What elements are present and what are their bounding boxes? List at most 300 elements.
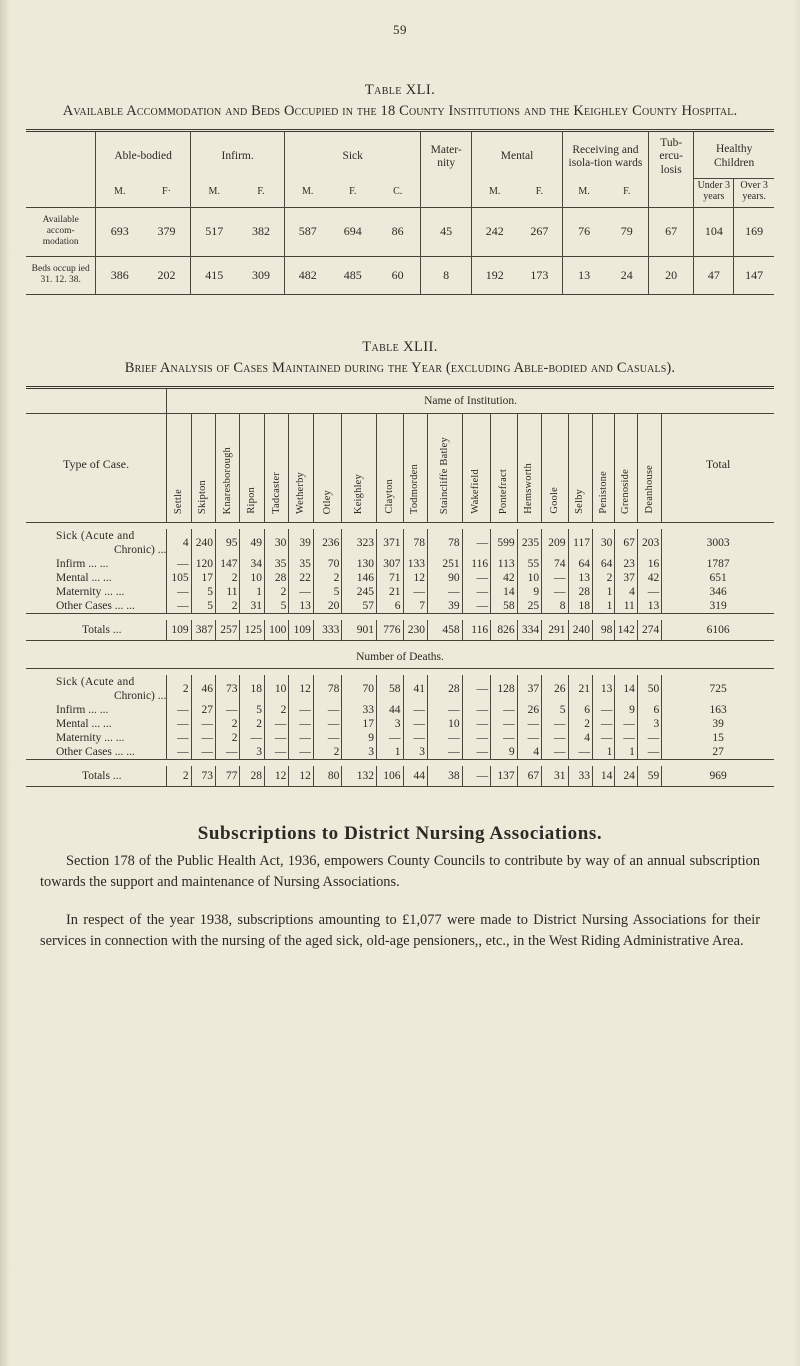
table-cell: 42: [491, 571, 517, 585]
row-total-cell: 27: [662, 745, 774, 760]
table-cell: 18: [568, 599, 592, 614]
totals-cell: 109: [167, 620, 191, 641]
table-cell: 18: [240, 675, 264, 703]
table-cell: 147: [734, 256, 774, 294]
t41-sub-over-3: Over 3 years.: [734, 179, 774, 207]
totals-cell: 257: [216, 620, 240, 641]
table-cell: —: [167, 599, 191, 614]
t42-institution-header: [167, 413, 191, 522]
t41-bottom-rule: [26, 294, 774, 295]
table-cell: —: [403, 717, 427, 731]
totals-cell: 142: [615, 620, 637, 641]
table-cell: 3: [377, 717, 403, 731]
table-cell: 35: [289, 557, 313, 571]
t41-sub-mental-m: M.: [472, 179, 517, 207]
table-cell: 86: [391, 224, 404, 239]
table-cell: 133: [403, 557, 427, 571]
table-cell: 9: [491, 745, 517, 760]
table-cell: 10: [240, 571, 264, 585]
totals-cell: 132: [342, 766, 377, 787]
table-cell: 44: [377, 703, 403, 717]
institution-label: Clayton: [383, 479, 395, 514]
table-cell: 3: [403, 745, 427, 760]
totals-cell: 73: [191, 766, 215, 787]
t41-row-label-beds-occupied: Beds occup ied 31. 12. 38.: [31, 263, 90, 286]
table-row: [26, 585, 774, 599]
institution-label: Deanhouse: [643, 465, 655, 514]
t41-sub-tb-blank: [649, 179, 694, 207]
t42-institution-header: [427, 413, 462, 522]
totals-cell: 98: [593, 620, 615, 641]
table-cell: —: [167, 731, 191, 745]
table-41: [26, 129, 774, 294]
subscriptions-heading: Subscriptions to District Nursing Associations.: [197, 822, 603, 844]
table-41-header-row: [26, 131, 774, 179]
table-cell: 50: [637, 675, 661, 703]
table-cell: —: [313, 731, 342, 745]
table-cell: —: [517, 731, 541, 745]
table-cell: 17: [191, 571, 215, 585]
t42-institution-header: [313, 413, 342, 522]
table-cell: 39: [427, 599, 462, 614]
table-cell: 2: [568, 717, 592, 731]
grand-total-cell: 969: [662, 766, 774, 787]
t42-name-of-institution-row: [26, 387, 774, 413]
table-cell: 76: [562, 207, 605, 256]
row-total-cell: 651: [662, 571, 774, 585]
table-cell: 2: [593, 571, 615, 585]
table-cell: 10: [427, 717, 462, 731]
t41-header-able-bodied: Able-bodied: [96, 131, 191, 179]
totals-cell: 12: [289, 766, 313, 787]
table-cell: 9: [615, 703, 637, 717]
table-cell: 13: [637, 599, 661, 614]
table-cell: 415: [190, 256, 237, 294]
t42-corner-blank: [26, 387, 167, 413]
totals-cell: 125: [240, 620, 264, 641]
totals-cell: 67: [517, 766, 541, 787]
table-cell: —: [615, 717, 637, 731]
t41-header-receiving: Receiving and isola-tion wards: [562, 131, 648, 179]
table-cell: —: [216, 703, 240, 717]
table-row: [26, 675, 774, 703]
table-cell: 202: [157, 267, 176, 282]
table-cell: —: [313, 717, 342, 731]
t42-institution-header: [491, 413, 517, 522]
table-cell: —: [462, 599, 491, 614]
table-cell: 35: [264, 557, 288, 571]
table-row: [26, 717, 774, 731]
institution-label: Wakefield: [470, 469, 482, 514]
table-cell: 235: [517, 529, 541, 557]
table-cell: 146: [342, 571, 377, 585]
table-cell: 13: [562, 256, 605, 294]
totals-cell: 274: [637, 620, 661, 641]
totals-cell: 44: [403, 766, 427, 787]
table-row: [26, 731, 774, 745]
table-cell: 130: [342, 557, 377, 571]
table-cell: 209: [542, 529, 568, 557]
table-cell: 13: [289, 599, 313, 614]
table-cell: —: [593, 703, 615, 717]
table-cell: 5: [191, 599, 215, 614]
table-cell: 42: [637, 571, 661, 585]
institution-label: Staincliffe Batley: [439, 436, 451, 514]
table-cell: 64: [593, 557, 615, 571]
t41-sub-recv-m: M.: [562, 179, 605, 207]
t42-institution-header: [637, 413, 661, 522]
table-cell: 27: [191, 703, 215, 717]
table-cell: —: [313, 703, 342, 717]
table-cell: —: [289, 731, 313, 745]
table-cell: 104: [694, 207, 734, 256]
totals-cell: 14: [593, 766, 615, 787]
table-cell: —: [240, 731, 264, 745]
table-cell: 95: [216, 529, 240, 557]
table-cell: —: [289, 717, 313, 731]
table-cell: 3: [240, 745, 264, 760]
table-cell: —: [167, 585, 191, 599]
table-cell: 5: [240, 703, 264, 717]
t41-sub-able-m: M.: [96, 179, 143, 207]
t42-deaths-totals-row: [26, 766, 774, 787]
totals-cell: 59: [637, 766, 661, 787]
table-cell: 169: [734, 207, 774, 256]
t42-institution-header: [377, 413, 403, 522]
table-cell: 47: [694, 256, 734, 294]
table-cell: —: [462, 529, 491, 557]
table-cell: 113: [491, 557, 517, 571]
t42-institution-header: [191, 413, 215, 522]
t42-maintained-totals-row: [26, 620, 774, 641]
table-cell: —: [593, 717, 615, 731]
table-cell: —: [517, 717, 541, 731]
table-cell: 14: [491, 585, 517, 599]
table-cell: 21: [568, 675, 592, 703]
t41-healthy-children-label: Healthy Children: [714, 143, 755, 169]
totals-cell: 106: [377, 766, 403, 787]
table-cell: 10: [517, 571, 541, 585]
table-row: [26, 703, 774, 717]
row-total-cell: 3003: [662, 529, 774, 557]
table-42-title: Brief Analysis of Cases Maintained during the Year (excluding Able-bodied and Casuals).: [124, 359, 676, 376]
table-cell: —: [542, 585, 568, 599]
table-cell: 58: [491, 599, 517, 614]
table-cell: 2: [240, 717, 264, 731]
table-cell: 482: [285, 256, 330, 294]
table-cell: 485: [343, 267, 362, 282]
t41-header-tuberculosis: Tub-ercu-losis: [649, 131, 694, 179]
table-cell: —: [462, 585, 491, 599]
case-type-label: Sick (Acute and Chronic) ...: [56, 529, 167, 556]
table-row: [26, 745, 774, 760]
t41-sub-sick-m: M.: [285, 179, 330, 207]
table-row: [26, 557, 774, 571]
table-cell: 267: [530, 224, 549, 239]
table-cell: 587: [285, 207, 330, 256]
totals-cell: 240: [568, 620, 592, 641]
totals-cell: 387: [191, 620, 215, 641]
page-number: 59: [393, 22, 407, 37]
table-cell: —: [615, 731, 637, 745]
t41-corner-blank: [26, 131, 96, 179]
totals-cell: 109: [289, 620, 313, 641]
table-cell: —: [377, 731, 403, 745]
t42-bottom-rule: [26, 786, 774, 787]
table-cell: —: [167, 717, 191, 731]
table-41-wrapper: [26, 129, 774, 294]
table-cell: 20: [313, 599, 342, 614]
table-cell: 10: [264, 675, 288, 703]
subscriptions-paragraph-1: Section 178 of the Public Health Act, 1936, empowers County Councils to contribute by way of an annual subscription towards the support and maintenance of Nursing Associations.: [40, 852, 760, 890]
t41-sub-sick-f: F.: [349, 185, 357, 197]
table-cell: 26: [517, 703, 541, 717]
table-cell: 24: [620, 267, 633, 282]
institution-label: Tadcaster: [270, 471, 282, 514]
totals-cell: 2: [167, 766, 191, 787]
table-cell: 60: [391, 267, 404, 282]
t41-header-sick: Sick: [285, 131, 421, 179]
table-row: [26, 529, 774, 557]
table-cell: —: [264, 717, 288, 731]
totals-cell: 230: [403, 620, 427, 641]
totals-cell: 38: [427, 766, 462, 787]
table-cell: 693: [96, 207, 143, 256]
table-cell: 37: [615, 571, 637, 585]
row-total-cell: 346: [662, 585, 774, 599]
t42-total-header: Total: [662, 413, 774, 522]
t41-header-healthy-children: [694, 131, 774, 179]
table-cell: 116: [462, 557, 491, 571]
table-cell: —: [542, 717, 568, 731]
table-cell: 33: [342, 703, 377, 717]
table-cell: 2: [313, 745, 342, 760]
table-cell: 309: [252, 267, 270, 282]
table-cell: 382: [252, 224, 270, 239]
table-cell: 73: [216, 675, 240, 703]
table-cell: 245: [342, 585, 377, 599]
table-cell: 147: [216, 557, 240, 571]
t41-sub-sick-c: C.: [393, 185, 403, 197]
table-cell: 386: [96, 256, 143, 294]
table-cell: 9: [517, 585, 541, 599]
table-cell: 307: [377, 557, 403, 571]
table-41-subheader-row: [26, 179, 774, 207]
table-cell: 58: [377, 675, 403, 703]
table-cell: —: [462, 703, 491, 717]
totals-cell: 28: [240, 766, 264, 787]
institution-label: Settle: [172, 488, 184, 514]
table-cell: 8: [421, 256, 472, 294]
totals-cell: 458: [427, 620, 462, 641]
table-cell: 78: [403, 529, 427, 557]
table-cell: 2: [313, 571, 342, 585]
table-cell: 379: [157, 224, 176, 239]
t41-sub-maternity-blank: [421, 179, 472, 207]
table-cell: 26: [542, 675, 568, 703]
t42-type-of-case-header: Type of Case.: [62, 456, 130, 471]
table-cell: 4: [517, 745, 541, 760]
totals-cell: 31: [542, 766, 568, 787]
totals-label: Totals ...: [82, 623, 122, 636]
table-cell: 30: [593, 529, 615, 557]
table-cell: —: [462, 745, 491, 760]
table-41-caption: Table XLI.: [364, 82, 436, 98]
table-cell: 21: [377, 585, 403, 599]
table-cell: 371: [377, 529, 403, 557]
table-cell: —: [491, 703, 517, 717]
table-cell: 1: [377, 745, 403, 760]
table-cell: 6: [568, 703, 592, 717]
table-cell: 45: [421, 207, 472, 256]
table-cell: 120: [191, 557, 215, 571]
t42-name-of-institution-header: Name of Institution.: [167, 387, 774, 413]
table-cell: 30: [264, 529, 288, 557]
institution-label: Goole: [548, 487, 560, 514]
case-type-label: Mental ... ...: [56, 717, 112, 730]
totals-cell: 334: [517, 620, 541, 641]
case-type-label: Infirm ... ...: [56, 557, 109, 570]
table-cell: 55: [517, 557, 541, 571]
row-total-cell: 319: [662, 599, 774, 614]
t42-deaths-body: [26, 675, 774, 760]
table-cell: 242: [472, 207, 517, 256]
table-cell: 11: [216, 585, 240, 599]
table-cell: 25: [517, 599, 541, 614]
table-cell: 117: [568, 529, 592, 557]
t41-sub-infirm-f: F.: [257, 185, 265, 197]
table-cell: 2: [264, 703, 288, 717]
t42-deaths-header-row: [26, 647, 774, 668]
institution-label: Hemsworth: [523, 463, 535, 514]
totals-cell: 116: [462, 620, 491, 641]
table-41-title: Available Accommodation and Beds Occupied in the 18 County Institutions and the Keighley County Hospital.: [62, 103, 738, 119]
table-cell: 22: [289, 571, 313, 585]
table-cell: —: [403, 731, 427, 745]
t41-header-infirm: Infirm.: [190, 131, 285, 179]
table-cell: 105: [167, 571, 191, 585]
table-cell: 3: [637, 717, 661, 731]
table-cell: 251: [427, 557, 462, 571]
table-cell: 694: [343, 224, 362, 239]
table-cell: —: [427, 731, 462, 745]
table-42-caption: Table XLII.: [362, 338, 438, 355]
table-cell: 13: [593, 675, 615, 703]
subscriptions-paragraph-2: In respect of the year 1938, subscriptions amounting to £1,077 were made to District Nursing Associations for their services in connection with the nursing of the aged sick, old-age pensioners,, etc., in the West Riding Administrative Area.: [40, 912, 760, 950]
table-cell: —: [542, 731, 568, 745]
table-cell: 5: [191, 585, 215, 599]
table-cell: 8: [542, 599, 568, 614]
t41-row-label-available-accommodation: Available accom-modation: [42, 214, 79, 248]
totals-cell: 12: [264, 766, 288, 787]
table-cell: 57: [342, 599, 377, 614]
t41-sub-able-f: F·: [162, 185, 171, 197]
table-cell: 6: [637, 703, 661, 717]
table-cell: 23: [615, 557, 637, 571]
t41-sub-mental-f: F.: [535, 185, 544, 197]
table-cell: 46: [191, 675, 215, 703]
t42-institution-header: [216, 413, 240, 522]
case-type-label: Mental ... ...: [56, 571, 112, 584]
table-cell: —: [568, 745, 592, 760]
case-type-label: Other Cases ... ...: [56, 599, 135, 612]
table-cell: 323: [342, 529, 377, 557]
table-cell: —: [264, 745, 288, 760]
t42-institution-header: [240, 413, 264, 522]
t42-institution-header: [542, 413, 568, 522]
table-cell: 5: [264, 599, 288, 614]
row-total-cell: 163: [662, 703, 774, 717]
institution-label: Keighley: [353, 473, 365, 514]
table-cell: 2: [216, 717, 240, 731]
table-cell: 240: [191, 529, 215, 557]
table-cell: 2: [216, 571, 240, 585]
case-type-label: Maternity ... ...: [56, 585, 125, 598]
table-cell: 34: [240, 557, 264, 571]
institution-label: Todmorden: [409, 463, 421, 514]
table-cell: 74: [542, 557, 568, 571]
table-cell: —: [167, 557, 191, 571]
institution-label: Otley: [321, 489, 333, 514]
totals-cell: 291: [542, 620, 568, 641]
t42-institution-names-row: [26, 413, 774, 522]
table-cell: 4: [615, 585, 637, 599]
table-cell: 173: [530, 267, 549, 282]
t42-maintained-body: [26, 529, 774, 614]
table-cell: 71: [377, 571, 403, 585]
t42-institution-header: [568, 413, 592, 522]
t41-sub-infirm-m: M.: [190, 179, 237, 207]
totals-cell: 901: [342, 620, 377, 641]
table-cell: —: [191, 717, 215, 731]
table-cell: —: [637, 745, 661, 760]
table-cell: —: [593, 731, 615, 745]
table-row: [26, 571, 774, 585]
grand-total-cell: 6106: [662, 620, 774, 641]
table-cell: 4: [167, 529, 191, 557]
table-cell: 20: [649, 256, 694, 294]
table-cell: 37: [517, 675, 541, 703]
table-42-wrapper: [26, 386, 774, 787]
table-cell: —: [289, 703, 313, 717]
table-42: [26, 386, 774, 787]
table-cell: 2: [264, 585, 288, 599]
table-cell: —: [289, 745, 313, 760]
table-cell: 39: [289, 529, 313, 557]
table-cell: —: [167, 745, 191, 760]
t42-institution-header: [462, 413, 491, 522]
table-cell: 2: [216, 731, 240, 745]
table-row: [26, 207, 774, 256]
t42-institution-header: [264, 413, 288, 522]
table-cell: —: [289, 585, 313, 599]
table-cell: —: [542, 571, 568, 585]
table-cell: —: [462, 731, 491, 745]
table-cell: 9: [342, 731, 377, 745]
totals-cell: 137: [491, 766, 517, 787]
table-cell: 78: [313, 675, 342, 703]
institution-label: Wetherby: [295, 471, 307, 514]
table-cell: 16: [637, 557, 661, 571]
table-cell: —: [427, 585, 462, 599]
totals-cell: 77: [216, 766, 240, 787]
institution-label: Penistone: [597, 471, 609, 514]
t42-institution-header: [342, 413, 377, 522]
institution-label: Ripon: [246, 487, 258, 514]
row-total-cell: 39: [662, 717, 774, 731]
table-row: [26, 256, 774, 294]
table-cell: —: [403, 703, 427, 717]
